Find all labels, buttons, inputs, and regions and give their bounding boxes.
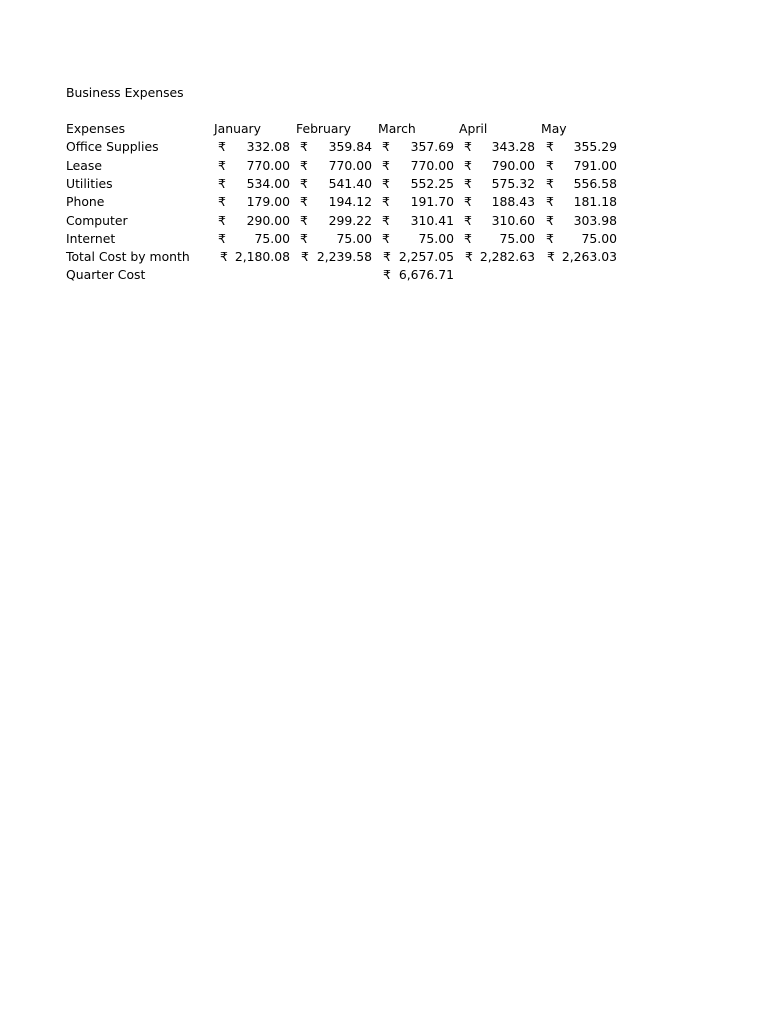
rupee-symbol: ₹	[546, 139, 554, 155]
amount-value: 75.00	[499, 230, 535, 246]
money-cell-january	[208, 138, 290, 156]
amount-value: 310.60	[491, 212, 535, 228]
amount-value: 191.70	[410, 194, 454, 210]
rupee-symbol: ₹	[382, 175, 390, 191]
total-value: 2,180.08	[234, 249, 290, 265]
month-header-january: January	[214, 121, 261, 136]
rupee-symbol: ₹	[546, 157, 554, 173]
rupee-symbol: ₹	[546, 230, 554, 246]
expense-label: Lease	[66, 157, 102, 173]
amount-value: 790.00	[491, 157, 535, 173]
amount-value: 541.40	[328, 175, 372, 191]
amount-value: 303.98	[573, 212, 617, 228]
month-header-march: March	[378, 121, 416, 136]
rupee-symbol: ₹	[464, 212, 472, 228]
expense-label: Internet	[66, 230, 116, 246]
money-cell-may	[535, 175, 617, 193]
amount-value: 770.00	[410, 157, 454, 173]
money-cell-april	[453, 157, 535, 175]
header-row	[0, 120, 768, 138]
rupee-symbol: ₹	[382, 230, 390, 246]
money-cell-february	[290, 157, 372, 175]
quarter-cost-value: 6,676.71	[398, 267, 454, 283]
total-value: 2,263.03	[561, 249, 617, 265]
money-cell-february	[290, 230, 372, 248]
money-cell-may	[535, 138, 617, 156]
rupee-symbol: ₹	[464, 175, 472, 191]
rupee-symbol: ₹	[218, 175, 226, 191]
rupee-symbol: ₹	[300, 175, 308, 191]
expense-label: Phone	[66, 194, 105, 210]
expense-row-lease	[0, 157, 768, 175]
amount-value: 188.43	[491, 194, 535, 210]
money-cell-april	[453, 230, 535, 248]
total-label: Total Cost by month	[66, 249, 190, 265]
rupee-symbol: ₹	[300, 194, 308, 210]
rupee-symbol: ₹	[218, 157, 226, 173]
rupee-symbol: ₹	[382, 139, 390, 155]
month-header-may: May	[541, 121, 567, 136]
money-cell-may	[535, 230, 617, 248]
expense-row-phone	[0, 193, 768, 211]
money-cell-february	[290, 175, 372, 193]
amount-value: 75.00	[418, 230, 454, 246]
rupee-symbol: ₹	[382, 194, 390, 210]
money-cell-april	[453, 175, 535, 193]
rupee-symbol: ₹	[218, 194, 226, 210]
total-value: 2,239.58	[316, 249, 372, 265]
rupee-symbol: ₹	[300, 139, 308, 155]
rupee-symbol: ₹	[547, 249, 555, 265]
amount-value: 359.84	[328, 139, 372, 155]
month-header-april: April	[459, 121, 488, 136]
rupee-symbol: ₹	[546, 194, 554, 210]
rupee-symbol: ₹	[300, 157, 308, 173]
money-cell-april	[453, 138, 535, 156]
amount-value: 299.22	[328, 212, 372, 228]
money-cell-april	[453, 212, 535, 230]
total-cell-may	[535, 248, 617, 266]
rupee-symbol: ₹	[220, 249, 228, 265]
rupee-symbol: ₹	[301, 249, 309, 265]
total-cell-january	[208, 248, 290, 266]
expense-row-internet	[0, 230, 768, 248]
amount-value: 75.00	[336, 230, 372, 246]
money-cell-march	[372, 157, 454, 175]
money-cell-march	[372, 175, 454, 193]
amount-value: 552.25	[410, 175, 454, 191]
amount-value: 179.00	[246, 194, 290, 210]
money-cell-may	[535, 157, 617, 175]
rupee-symbol: ₹	[464, 157, 472, 173]
money-cell-january	[208, 193, 290, 211]
money-cell-february	[290, 138, 372, 156]
rupee-symbol: ₹	[465, 249, 473, 265]
quarter-cost-row	[0, 266, 768, 284]
expense-row-office-supplies	[0, 138, 768, 156]
money-cell-march	[372, 212, 454, 230]
expense-row-computer	[0, 212, 768, 230]
money-cell-february	[290, 193, 372, 211]
sheet-title: Business Expenses	[66, 85, 184, 100]
amount-value: 534.00	[246, 175, 290, 191]
money-cell-january	[208, 157, 290, 175]
rupee-symbol: ₹	[464, 194, 472, 210]
money-cell-may	[535, 193, 617, 211]
quarter-cost-label: Quarter Cost	[66, 267, 146, 283]
expense-row-utilities	[0, 175, 768, 193]
rupee-symbol: ₹	[300, 212, 308, 228]
rupee-symbol: ₹	[382, 157, 390, 173]
rupee-symbol: ₹	[383, 249, 391, 265]
rupee-symbol: ₹	[218, 139, 226, 155]
total-cost-by-month-row	[0, 248, 768, 266]
rupee-symbol: ₹	[464, 139, 472, 155]
month-header-february: February	[296, 121, 351, 136]
money-cell-february	[290, 212, 372, 230]
money-cell-january	[208, 230, 290, 248]
expense-label: Computer	[66, 212, 128, 228]
rupee-symbol: ₹	[218, 230, 226, 246]
amount-value: 75.00	[581, 230, 617, 246]
total-value: 2,282.63	[479, 249, 535, 265]
amount-value: 332.08	[246, 139, 290, 155]
expense-label: Utilities	[66, 175, 113, 191]
amount-value: 290.00	[246, 212, 290, 228]
amount-value: 575.32	[491, 175, 535, 191]
rupee-symbol: ₹	[546, 212, 554, 228]
amount-value: 75.00	[254, 230, 290, 246]
money-cell-march	[372, 193, 454, 211]
amount-value: 791.00	[573, 157, 617, 173]
rupee-symbol: ₹	[218, 212, 226, 228]
rupee-symbol: ₹	[383, 267, 391, 283]
amount-value: 181.18	[573, 194, 617, 210]
amount-value: 357.69	[410, 139, 454, 155]
total-cell-march	[372, 248, 454, 266]
rupee-symbol: ₹	[382, 212, 390, 228]
rupee-symbol: ₹	[300, 230, 308, 246]
amount-value: 343.28	[491, 139, 535, 155]
total-cell-february	[290, 248, 372, 266]
rupee-symbol: ₹	[464, 230, 472, 246]
amount-value: 310.41	[410, 212, 454, 228]
quarter-cost-cell	[372, 266, 454, 284]
amount-value: 194.12	[328, 194, 372, 210]
amount-value: 770.00	[246, 157, 290, 173]
expense-label: Office Supplies	[66, 139, 159, 155]
amount-value: 556.58	[573, 175, 617, 191]
money-cell-may	[535, 212, 617, 230]
total-cell-april	[453, 248, 535, 266]
money-cell-march	[372, 138, 454, 156]
money-cell-march	[372, 230, 454, 248]
expenses-header: Expenses	[66, 121, 126, 136]
money-cell-january	[208, 175, 290, 193]
amount-value: 355.29	[573, 139, 617, 155]
money-cell-april	[453, 193, 535, 211]
total-value: 2,257.05	[398, 249, 454, 265]
amount-value: 770.00	[328, 157, 372, 173]
rupee-symbol: ₹	[546, 175, 554, 191]
money-cell-january	[208, 212, 290, 230]
